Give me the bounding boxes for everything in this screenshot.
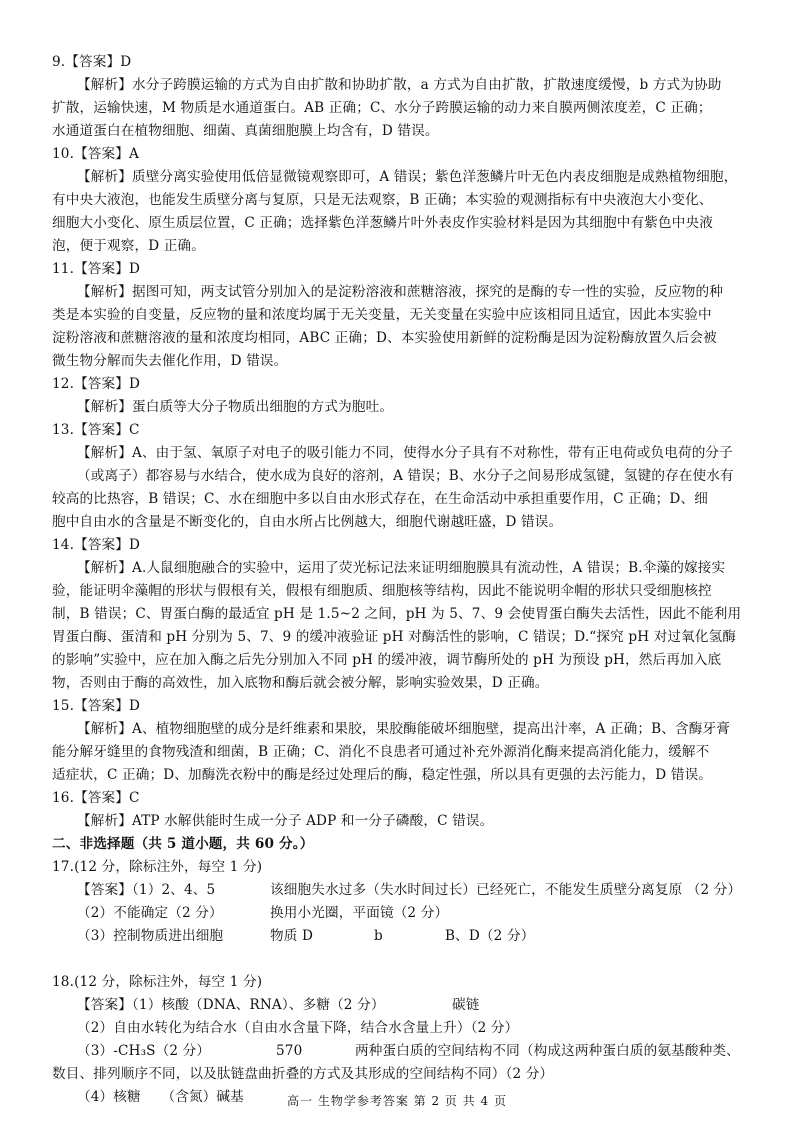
text-line: （3）-CH₃S（2 分）	[77, 1043, 211, 1059]
text-line: 较高的比热容，B 错误；C、水在细胞中多以自由水形式存在，在生命活动中承担重要作用，C 正确；D、细	[52, 491, 708, 507]
text-line: 17.(12 分，除标注外，每空 1 分)	[52, 859, 263, 875]
text-line: 【解析】A、由于氢、氧原子对电子的吸引能力不同，使得水分子具有不对称性，带有正电荷或负电荷的分子	[77, 445, 733, 461]
text-line: 二、非选择题（共 5 道小题，共 60 分。）	[52, 836, 314, 852]
text-line: 【解析】A、植物细胞壁的成分是纤维素和果胶，果胶酶能破坏细胞壁，提高出汁率，A 正确；B、含酶牙膏	[77, 721, 731, 737]
text-line: 泡，便于观察，D 正确。	[52, 238, 205, 254]
text-line: 16.【答案】C	[52, 790, 140, 806]
text-line: （3）控制物质进出细胞	[77, 928, 224, 944]
text-line: 有中央大液泡，也能发生质壁分离与复原，只是无法观察，B 正确；本实验的观测指标有中央液泡大小变化、	[52, 192, 713, 208]
text-line: 9.【答案】D	[52, 54, 132, 70]
text-line: 该细胞失水过多（失水时间过长）已经死亡，不能发生质壁分离复原 （2 分）	[270, 882, 742, 898]
text-line: 【答案】（1）2、4、5	[77, 882, 216, 898]
text-line: 18.(12 分，除标注外，每空 1 分)	[52, 974, 263, 990]
text-line: 13.【答案】C	[52, 422, 140, 438]
text-line: 制，B 错误；C、胃蛋白酶的最适宜 pH 是 1.5~2 之间，pH 为 5、7、9 会使胃蛋白酶失去活性，因此不能利用	[52, 606, 742, 622]
text-line: （2）自由水转化为结合水（自由水含量下降，结合水含量上升）（2 分）	[77, 1020, 519, 1036]
text-line: 【解析】ATP 水解供能时生成一分子 ADP 和一分子磷酸，C 错误。	[77, 813, 494, 829]
text-line: 【解析】水分子跨膜运输的方式为自由扩散和协助扩散，a 方式为自由扩散，扩散速度缓慢，b 方式为协助	[77, 77, 722, 93]
text-line: 【解析】A.人鼠细胞融合的实验中，运用了荧光标记法来证明细胞膜具有流动性，A 错误；B.伞藻的嫁接实	[77, 560, 726, 576]
text-line: 类是本实验的自变量，反应物的量和浓度均属于无关变量，无关变量在实验中应该相同且适宜，因此本实验中	[52, 307, 712, 323]
text-line: 【解析】据图可知，两支试管分别加入的是淀粉溶液和蔗糖溶液，探究的是酶的专一性的实验，反应物的种	[77, 284, 723, 300]
text-line: B、D（2 分）	[445, 928, 535, 944]
text-line: 570	[276, 1043, 303, 1059]
text-line: 11.【答案】D	[52, 261, 141, 277]
text-line: 【解析】质壁分离实验使用低倍显微镜观察即可，A 错误；紫色洋葱鳞片叶无色内表皮细胞是成熟植物细胞，	[77, 169, 738, 185]
text-line: 12.【答案】D	[52, 376, 141, 392]
text-line: 【解析】蛋白质等大分子物质出细胞的方式为胞吐。	[77, 399, 394, 415]
text-line: 适症状，C 正确；D、加酶洗衣粉中的酶是经过处理后的酶，稳定性强，所以具有更强的去污能力，D 错误。	[52, 767, 713, 783]
text-line: 细胞大小变化、原生质层位置，C 正确；选择紫色洋葱鳞片叶外表皮作实验材料是因为其细胞中有紫色中央液	[52, 215, 713, 231]
text-line: b	[374, 928, 383, 944]
text-line: 10.【答案】A	[52, 146, 140, 162]
text-line: 碳链	[452, 997, 480, 1013]
page-footer: 高一 生物学参考答案 第 2 页 共 4 页	[287, 1094, 507, 1108]
text-line: 胞中自由水的含量是不断变化的，自由水所占比例越大，细胞代谢越旺盛，D 错误。	[52, 514, 563, 530]
text-line: 物质 D	[270, 928, 314, 944]
text-line: 扩散，运输快速，M 物质是水通道蛋白。AB 正确；C、水分子跨膜运输的动力来自膜两侧浓度差，C 正确；	[52, 100, 712, 116]
text-line: 14.【答案】D	[52, 537, 141, 553]
text-line: 换用小光圈，平面镜（2 分）	[270, 905, 449, 921]
text-line: 能分解牙缝里的食物残渣和细菌，B 正确；C、消化不良患者可通过补充外源消化酶来提高消化能力，缓解不	[52, 744, 710, 760]
text-line: 数目、排列顺序不同，以及肽链盘曲折叠的方式及其形成的空间结构不同）（2 分）	[52, 1066, 554, 1082]
text-line: 胃蛋白酶、蛋清和 pH 分别为 5、7、9 的缓冲液验证 pH 对酶活性的影响，C 错误；D.“探究 pH 对过氧化氢酶	[52, 629, 737, 645]
text-line: 验，能证明伞藻帽的形状与假根有关，假根有细胞质、细胞核等结构，因此不能说明伞帽的形状只受细胞核控	[52, 583, 712, 599]
text-line: 【答案】（1）核酸（DNA、RNA）、多糖（2 分）	[77, 997, 385, 1013]
text-line: 两种蛋白质的空间结构不同（构成这两种蛋白质的氨基酸种类、	[355, 1043, 740, 1059]
text-line: 淀粉溶液和蔗糖溶液的量和浓度均相同，ABC 正确；D、本实验使用新鲜的淀粉酶是因为淀粉酶放置久后会被	[52, 330, 717, 346]
text-line: （2）不能确定（2 分）	[77, 905, 223, 921]
text-line: 15.【答案】D	[52, 698, 141, 714]
text-line: 物，否则由于酶的高效性，加入底物和酶后就会被分解，影响实验效果，D 正确。	[52, 675, 549, 691]
text-line: 的影响”实验中，应在加入酶之后先分别加入不同 pH 的缓冲液，调节酶所处的 pH 为预设 pH，然后再加入底	[52, 652, 722, 668]
text-line: （或离子）都容易与水结合，使水成为良好的溶剂，A 错误；B、水分子之间易形成氢键，氢键的存在使水有	[77, 468, 734, 484]
text-line: 微生物分解而失去催化作用，D 错误。	[52, 353, 288, 369]
text-line: （4）核糖 （含氮）碱基	[77, 1089, 244, 1105]
text-line: 水通道蛋白在植物细胞、细菌、真菌细胞膜上均含有，D 错误。	[52, 123, 439, 139]
